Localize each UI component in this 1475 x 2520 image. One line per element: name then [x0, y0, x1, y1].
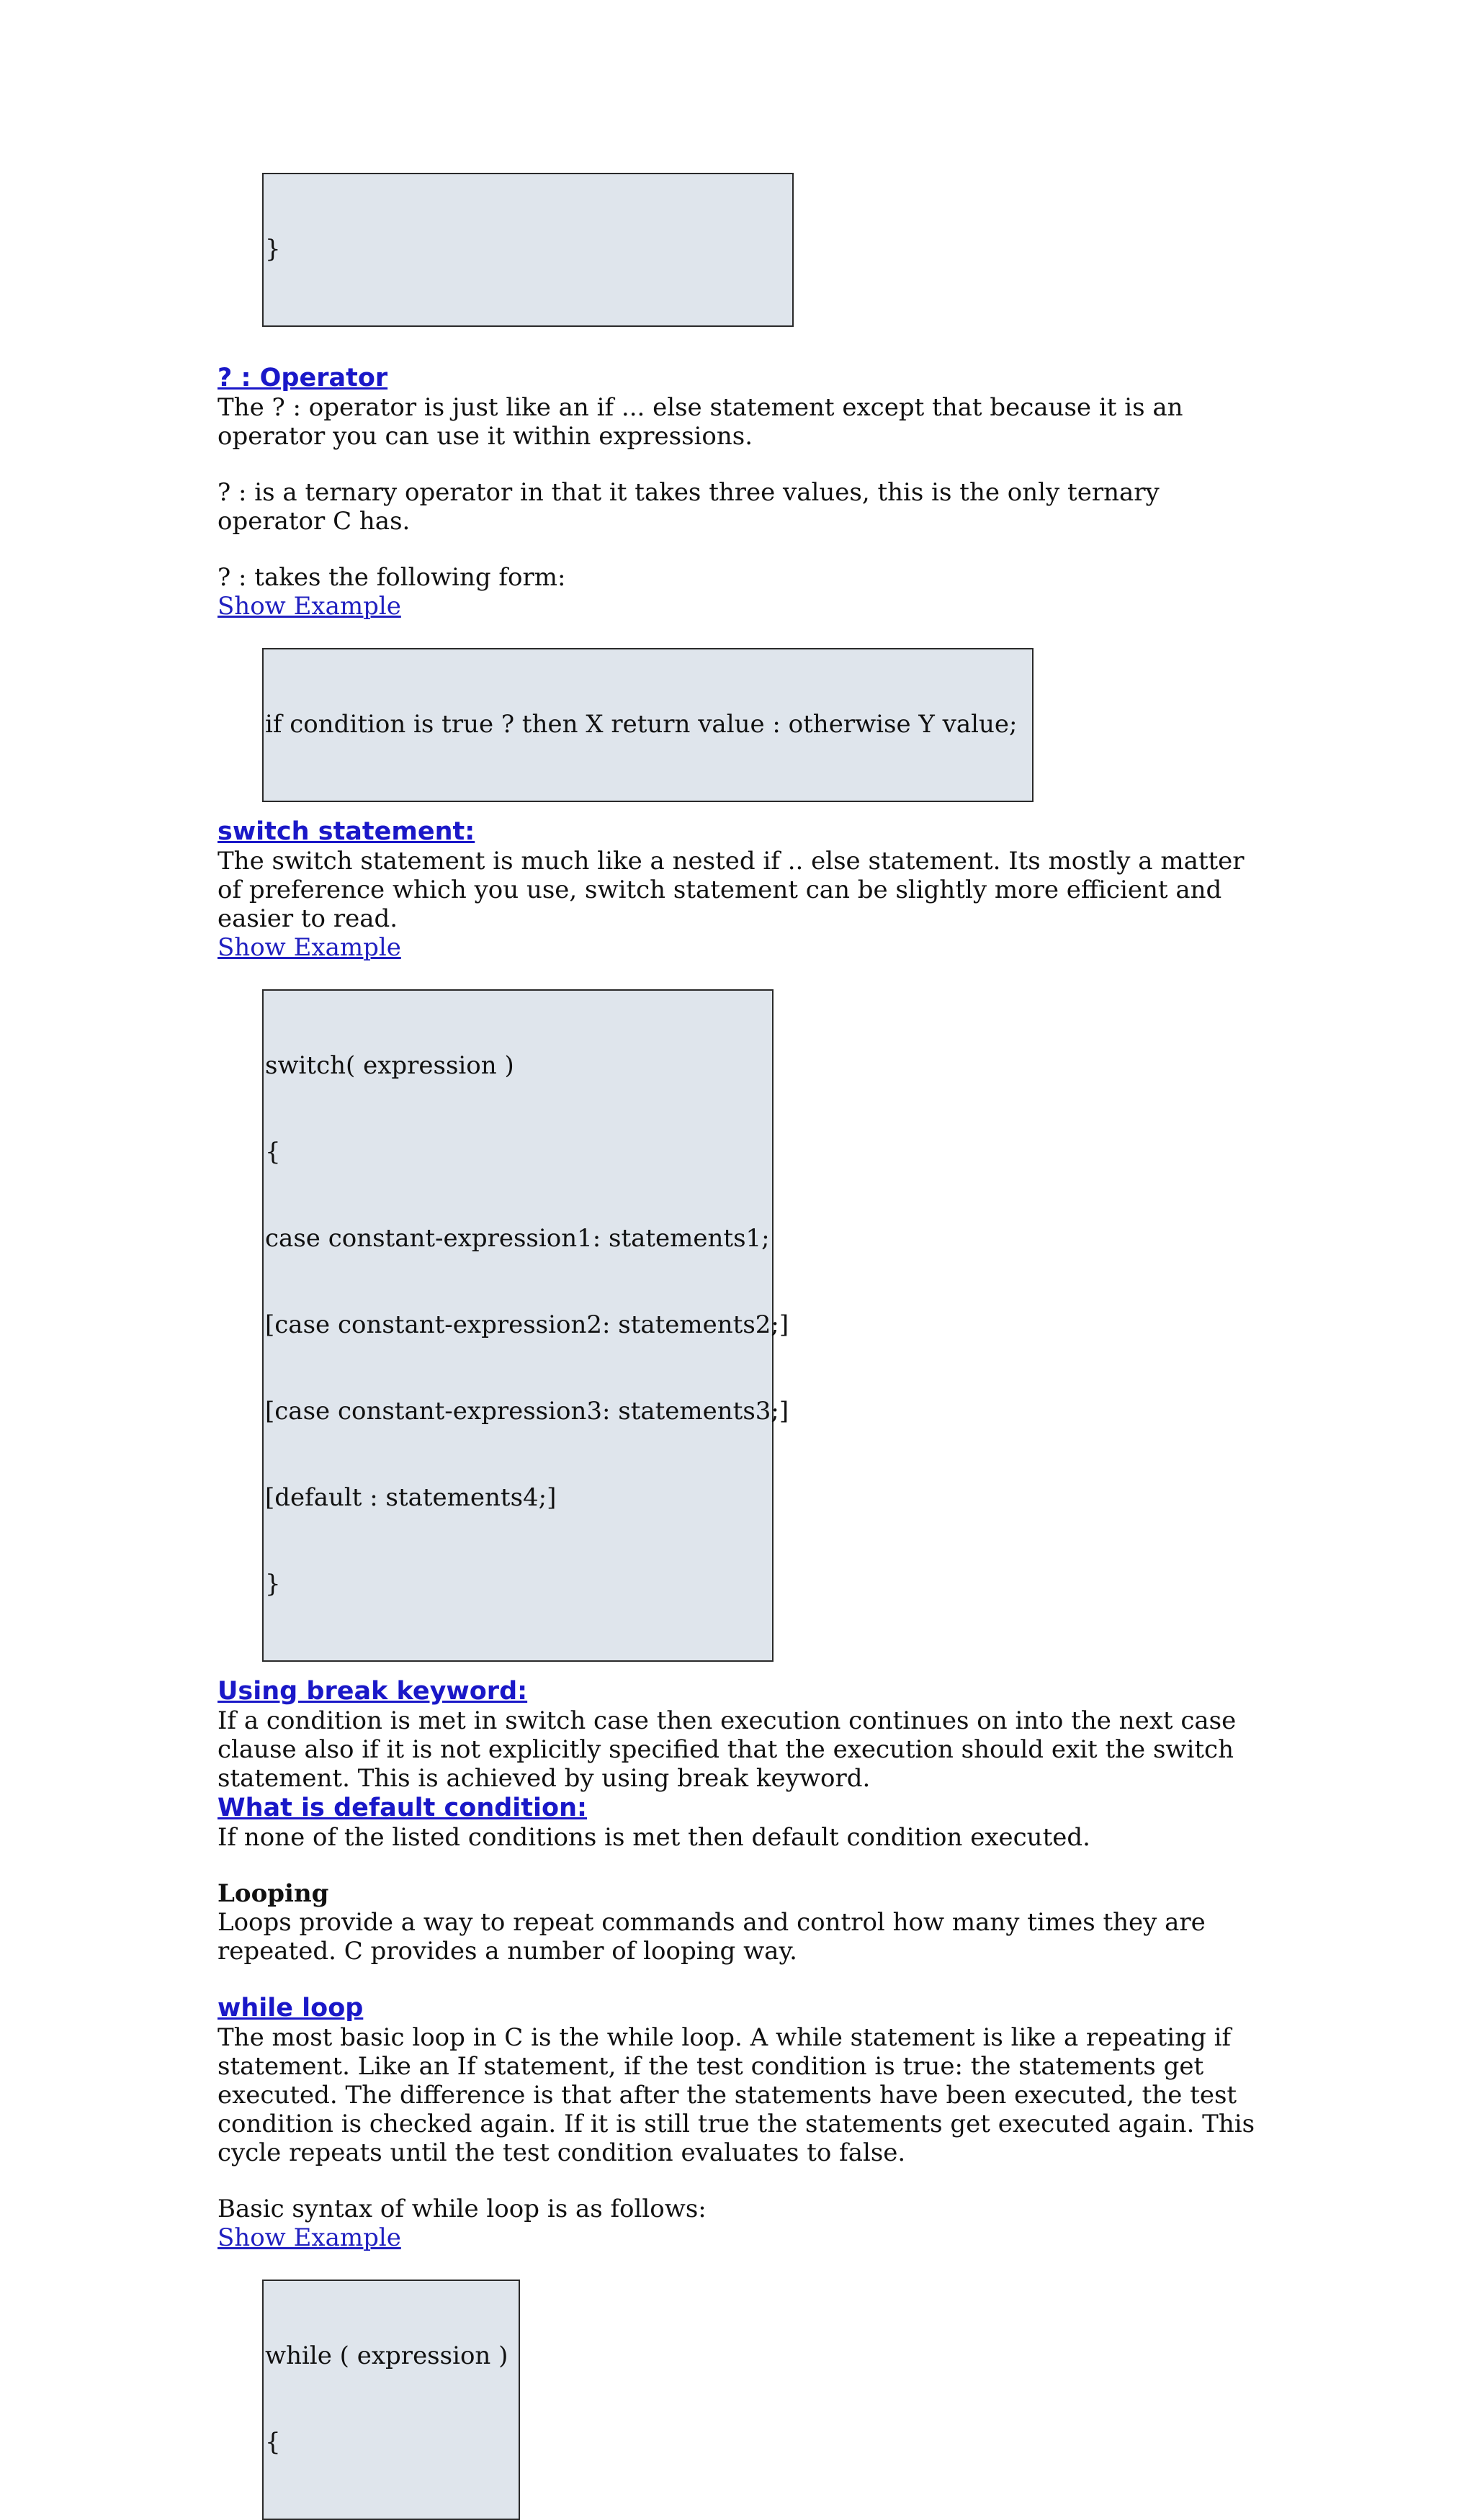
default-condition-heading[interactable]: What is default condition: [218, 1794, 587, 1822]
code-block-closing-brace [262, 173, 794, 327]
switch-statement-heading[interactable]: switch statement: [218, 817, 475, 846]
looping-heading: Looping [218, 1879, 329, 1908]
code-line: { [265, 1138, 281, 1166]
ternary-operator-heading[interactable]: ? : Operator [218, 364, 388, 392]
code-line: if condition is true ? then X return value : otherwise Y value; [265, 710, 1018, 739]
ternary-paragraph-2: ? : is a ternary operator in that it takes three values, this is the only ternary operator C has. [218, 478, 1160, 536]
code-line: switch( expression ) [265, 1051, 514, 1080]
code-line: [default : statements4;] [265, 1483, 557, 1512]
code-line: { [265, 2428, 281, 2457]
show-example-link-switch[interactable]: Show Example [218, 933, 401, 962]
code-line: [case constant-expression2: statements2;] [265, 1310, 789, 1339]
ternary-paragraph-1: The ? : operator is just like an if ... else statement except that because it is an operator you can use it within expressions. [218, 393, 1183, 451]
break-keyword-heading[interactable]: Using break keyword: [218, 1677, 528, 1706]
while-loop-heading[interactable]: while loop [218, 1994, 364, 2022]
code-line: while ( expression ) [265, 2341, 508, 2370]
default-condition-paragraph: If none of the listed conditions is met then default condition executed. [218, 1823, 1090, 1852]
break-keyword-paragraph: If a condition is met in switch case then execution continues on into the next case clause also if it is not explicitly specified that the execution should exit the switch statement. This is achieved by using break keyword. [218, 1706, 1237, 1793]
while-loop-paragraph-1: The most basic loop in C is the while loop. A while statement is like a repeating if statement. Like an If statement, if the test condition is true: the statements get executed. The difference is that after the statements have been executed, the test condition is checked again. If it is still true the statements get executed again. This cycle repeats until the test condition evaluates to false. [218, 2023, 1255, 2167]
show-example-link-ternary[interactable]: Show Example [218, 592, 401, 621]
code-line: } [265, 235, 281, 264]
code-block-switch [262, 989, 789, 1662]
switch-paragraph: The switch statement is much like a nested if .. else statement. Its mostly a matter of preference which you use, switch statement can be slightly more efficient and easier to read. [218, 847, 1245, 933]
code-line: [case constant-expression3: statements3;] [265, 1397, 789, 1426]
while-loop-paragraph-2: Basic syntax of while loop is as follows: [218, 2195, 707, 2223]
ternary-paragraph-3: ? : takes the following form: [218, 563, 566, 592]
show-example-link-while[interactable]: Show Example [218, 2223, 401, 2252]
code-block-while [262, 2280, 520, 2520]
looping-paragraph: Loops provide a way to repeat commands and control how many times they are repeated. C provides a number of looping way. [218, 1908, 1206, 1966]
document-page [218, 173, 1269, 2520]
code-line: case constant-expression1: statements1; [265, 1224, 770, 1253]
code-line: } [265, 1570, 281, 1598]
code-block-ternary [262, 648, 1034, 802]
